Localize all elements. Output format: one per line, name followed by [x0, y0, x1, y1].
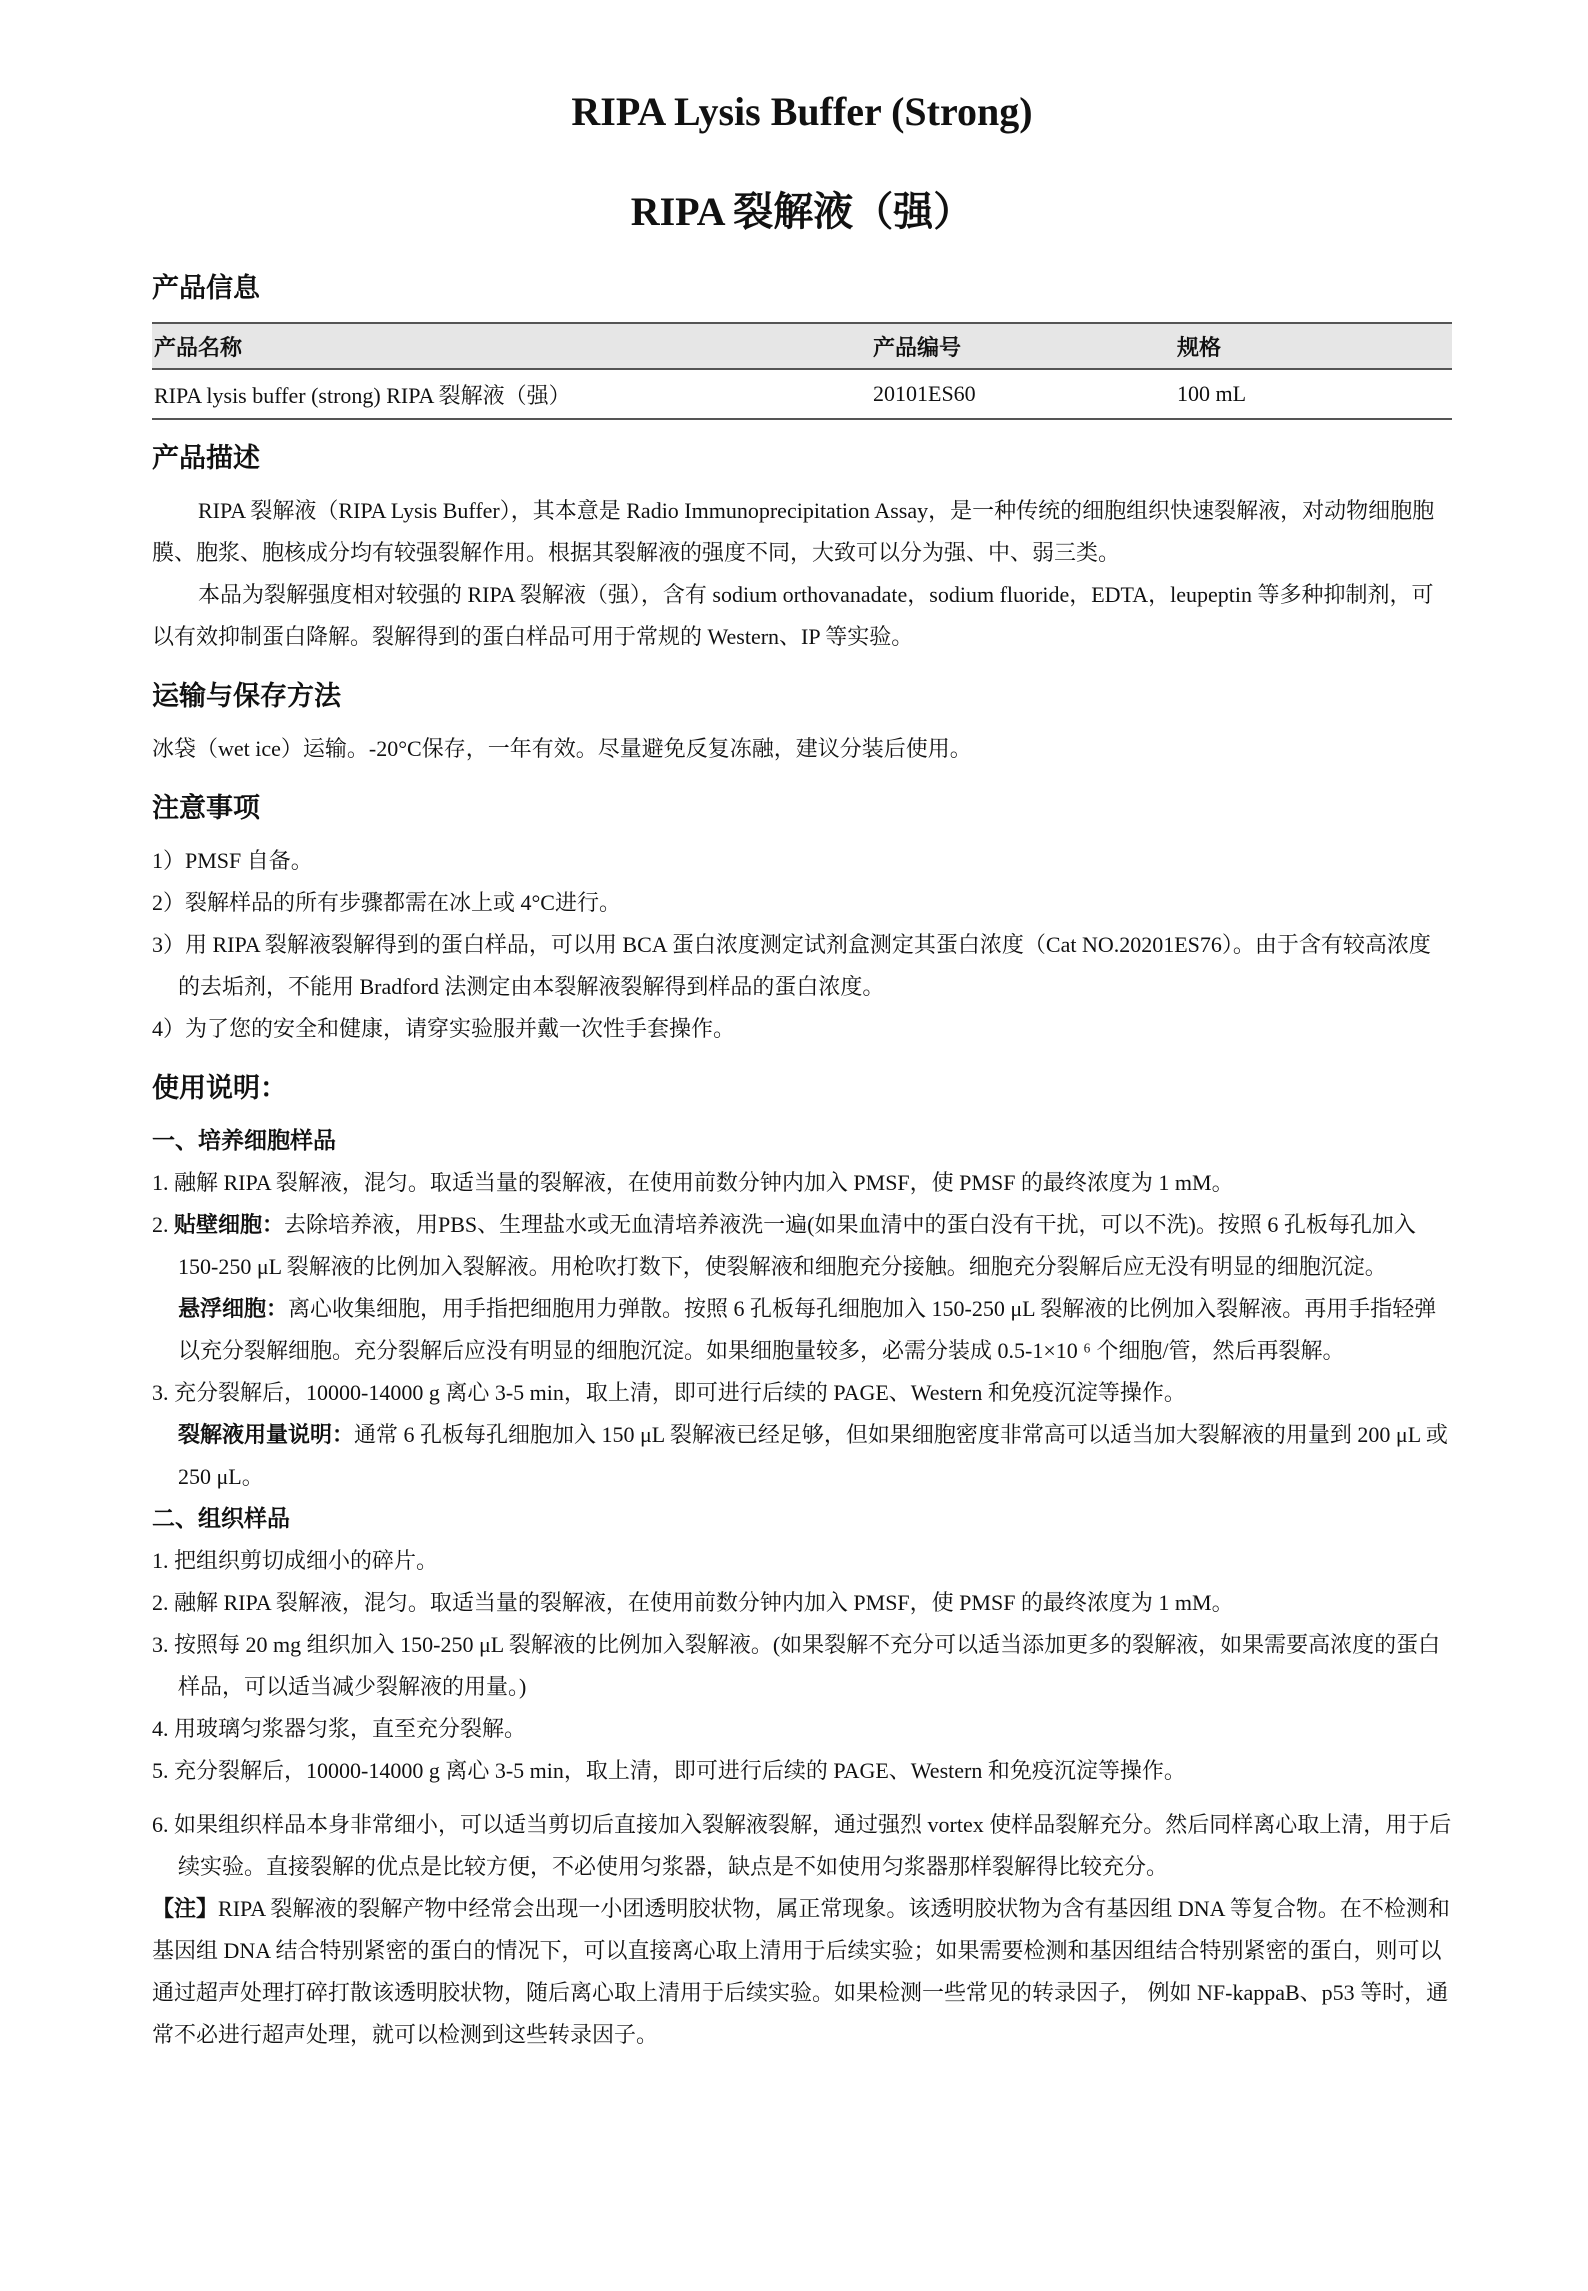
tissue-step-4: 4. 用玻璃匀浆器匀浆，直至充分裂解。: [152, 1716, 527, 1741]
cell-step-2: [152, 1204, 1452, 1288]
table-cell: 20101ES60: [871, 369, 1175, 419]
description-heading: 产品描述: [152, 443, 260, 473]
tissue-step-5: 5. 充分裂解后，10000-14000 g 离心 3-5 min，取上清，即可进行后续的 PAGE、Western 和免疫沉淀等操作。: [152, 1758, 1186, 1783]
cell-step-3: 3. 充分裂解后，10000-14000 g 离心 3-5 min，取上清，即可进行后续的 PAGE、Western 和免疫沉淀等操作。: [152, 1380, 1186, 1405]
suspension-cells-label: 悬浮细胞：: [178, 1296, 289, 1321]
adherent-cells-label: 贴壁细胞：: [174, 1212, 285, 1237]
table-cell: 100 mL: [1175, 369, 1452, 419]
note-label: 【注】: [152, 1896, 219, 1921]
adherent-cells-text: 去除培养液，用PBS、生理盐水或无血清培养液洗一遍(如果血清中的蛋白没有干扰，可以不洗)。按照 6 孔板每孔加入 150-250 μL 裂解液的比例加入裂解液。用枪吹打数下，使裂解液和细胞充分接触。细胞充分裂解后应无没有明显的细胞沉淀。: [178, 1212, 1416, 1279]
volume-note-text: 通常 6 孔板每孔细胞加入 150 μL 裂解液已经足够，但如果细胞密度非常高可以适当加大裂解液的用量到 200 μL 或 250 μL。: [178, 1422, 1448, 1489]
cell-step-1: 1. 融解 RIPA 裂解液，混匀。取适当量的裂解液，在使用前数分钟内加入 PMSF，使 PMSF 的最终浓度为 1 mM。: [152, 1170, 1234, 1195]
storage-heading: 运输与保存方法: [152, 681, 341, 711]
product-info-table: [152, 322, 1452, 420]
note-text: RIPA 裂解液的裂解产物中经常会出现一小团透明胶状物，属正常现象。该透明胶状物为含有基因组 DNA 等复合物。在不检测和基因组 DNA 结合特别紧密的蛋白的情况下，可以直接离心取上清用于后续实验；如果需要检测和基因组结合特别紧密的蛋白，则可以通过超声处理打碎打散该透明胶状物，随后离心取上清用于后续实验。如果检测一些常见的转录因子， 例如 NF-kappaB、p53 等时，通常不必进行超声处理，就可以检测到这些转录因子。: [152, 1896, 1450, 2047]
table-cell: RIPA lysis buffer (strong) RIPA 裂解液（强）: [152, 369, 871, 419]
step-number: 2.: [152, 1212, 174, 1237]
tissue-step-2: 2. 融解 RIPA 裂解液，混匀。取适当量的裂解液，在使用前数分钟内加入 PMSF，使 PMSF 的最终浓度为 1 mM。: [152, 1590, 1234, 1615]
table-header: 产品编号: [871, 323, 1175, 369]
document-content: [152, 82, 1452, 2056]
title-zh: RIPA 裂解液（强）: [630, 189, 974, 234]
volume-note: [152, 1414, 1452, 1498]
table-row: [152, 369, 1452, 419]
product-info-heading: 产品信息: [152, 273, 260, 303]
storage-text: 冰袋（wet ice）运输。-20°C保存，一年有效。尽量避免反复冻融，建议分装后使用。: [152, 736, 972, 761]
tissue-step-3: 3. 按照每 20 mg 组织加入 150-250 μL 裂解液的比例加入裂解液。(如果裂解不充分可以适当添加更多的裂解液，如果需要高浓度的蛋白样品，可以适当减少裂解液的用量。): [152, 1632, 1441, 1699]
table-header: 规格: [1175, 323, 1452, 369]
volume-note-label: 裂解液用量说明：: [178, 1422, 355, 1447]
table-header-row: [152, 323, 1452, 369]
notes-heading: 注意事项: [152, 793, 260, 823]
description-paragraph-2: 本品为裂解强度相对较强的 RIPA 裂解液（强），含有 sodium orthovanadate，sodium fluoride，EDTA，leupeptin 等多种抑制剂，可以有效抑制蛋白降解。裂解得到的蛋白样品可用于常规的 Western、IP 等实验。: [152, 582, 1434, 649]
list-item: 3）用 RIPA 裂解液裂解得到的蛋白样品，可以用 BCA 蛋白浓度测定试剂盒测定其蛋白浓度（Cat NO.20201ES76）。由于含有较高浓度的去垢剂，不能用 Bradford 法测定由本裂解液裂解得到样品的蛋白浓度。: [152, 932, 1431, 999]
list-item: 4）为了您的安全和健康，请穿实验服并戴一次性手套操作。: [152, 1016, 736, 1041]
description-paragraph-1: RIPA 裂解液（RIPA Lysis Buffer），其本意是 Radio Immunoprecipitation Assay，是一种传统的细胞组织快速裂解液，对动物细胞胞膜、胞浆、胞核成分均有较强裂解作用。根据其裂解液的强度不同，大致可以分为强、中、弱三类。: [152, 498, 1435, 565]
title-en: RIPA Lysis Buffer (Strong): [571, 89, 1033, 134]
list-item: 1）PMSF 自备。: [152, 848, 313, 873]
usage-heading: 使用说明：: [152, 1073, 287, 1103]
tissue-step-6: 6. 如果组织样品本身非常细小，可以适当剪切后直接加入裂解液裂解，通过强烈 vortex 使样品裂解充分。然后同样离心取上清，用于后续实验。直接裂解的优点是比较方便，不必使用匀浆器，缺点是不如使用匀浆器那样裂解得比较充分。: [152, 1812, 1452, 1879]
suspension-cells: [152, 1288, 1452, 1372]
tissue-note: [152, 1888, 1452, 2056]
tissue-samples-heading: 二、组织样品: [152, 1506, 290, 1531]
tissue-step-1: 1. 把组织剪切成细小的碎片。: [152, 1548, 439, 1573]
suspension-cells-text: 离心收集细胞，用手指把细胞用力弹散。按照 6 孔板每孔细胞加入 150-250 μL 裂解液的比例加入裂解液。再用手指轻弹以充分裂解细胞。充分裂解后应没有明显的细胞沉淀。如果细胞量较多，必需分装成 0.5-1×10 ⁶ 个细胞/管，然后再裂解。: [178, 1296, 1437, 1363]
list-item: 2）裂解样品的所有步骤都需在冰上或 4°C进行。: [152, 890, 621, 915]
cell-samples-heading: 一、培养细胞样品: [152, 1128, 336, 1153]
table-header: 产品名称: [152, 323, 871, 369]
